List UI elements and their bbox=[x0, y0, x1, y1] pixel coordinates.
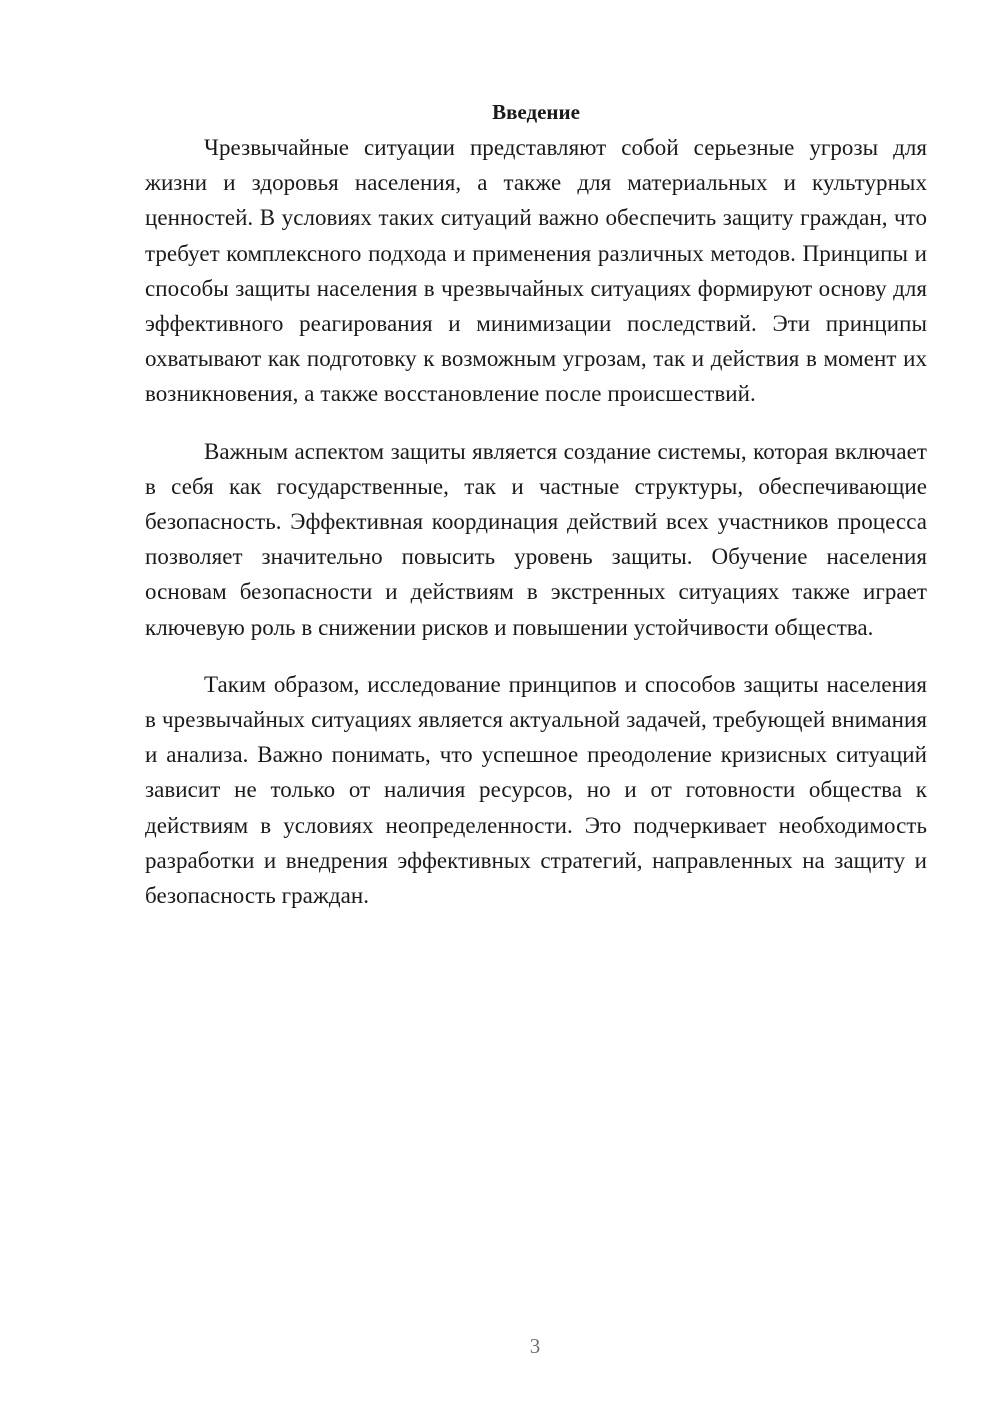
paragraph-1: Чрезвычайные ситуации представляют собой серьезные угрозы для жизни и здоровья населения, а также для материальных и культурных ценностей. В условиях таких ситуаций важно обеспечить защиту граждан, что требует комплексного подхода и применения различных методов. Принципы и способы защиты населения в чрезвычайных ситуациях формируют основу для эффективного реагирования и минимизации последствий. Эти принципы охватывают как подготовку к возможным угрозам, так и действия в момент их возникновения, а также восстановление после происшествий. bbox=[145, 135, 927, 407]
section-heading: Введение bbox=[492, 100, 580, 124]
page-number: 3 bbox=[529, 1334, 541, 1358]
paragraph-2: Важным аспектом защиты является создание системы, которая включает в себя как государственные, так и частные структуры, обеспечивающие безопасность. Эффективная координация действий всех участников процесса позволяет значительно повысить уровень защиты. Обучение населения основам безопасности и действиям в экстренных ситуациях также играет ключевую роль в снижении рисков и повышении устойчивости общества. bbox=[145, 438, 927, 640]
page-content bbox=[145, 96, 927, 935]
paragraph-3: Таким образом, исследование принципов и способов защиты населения в чрезвычайных ситуациях является актуальной задачей, требующей внимания и анализа. Важно понимать, что успешное преодоление кризисных ситуаций зависит не только от наличия ресурсов, но и от готовности общества к действиям в условиях неопределенности. Это подчеркивает необходимость разработки и внедрения эффективных стратегий, направленных на защиту и безопасность граждан. bbox=[145, 671, 927, 909]
